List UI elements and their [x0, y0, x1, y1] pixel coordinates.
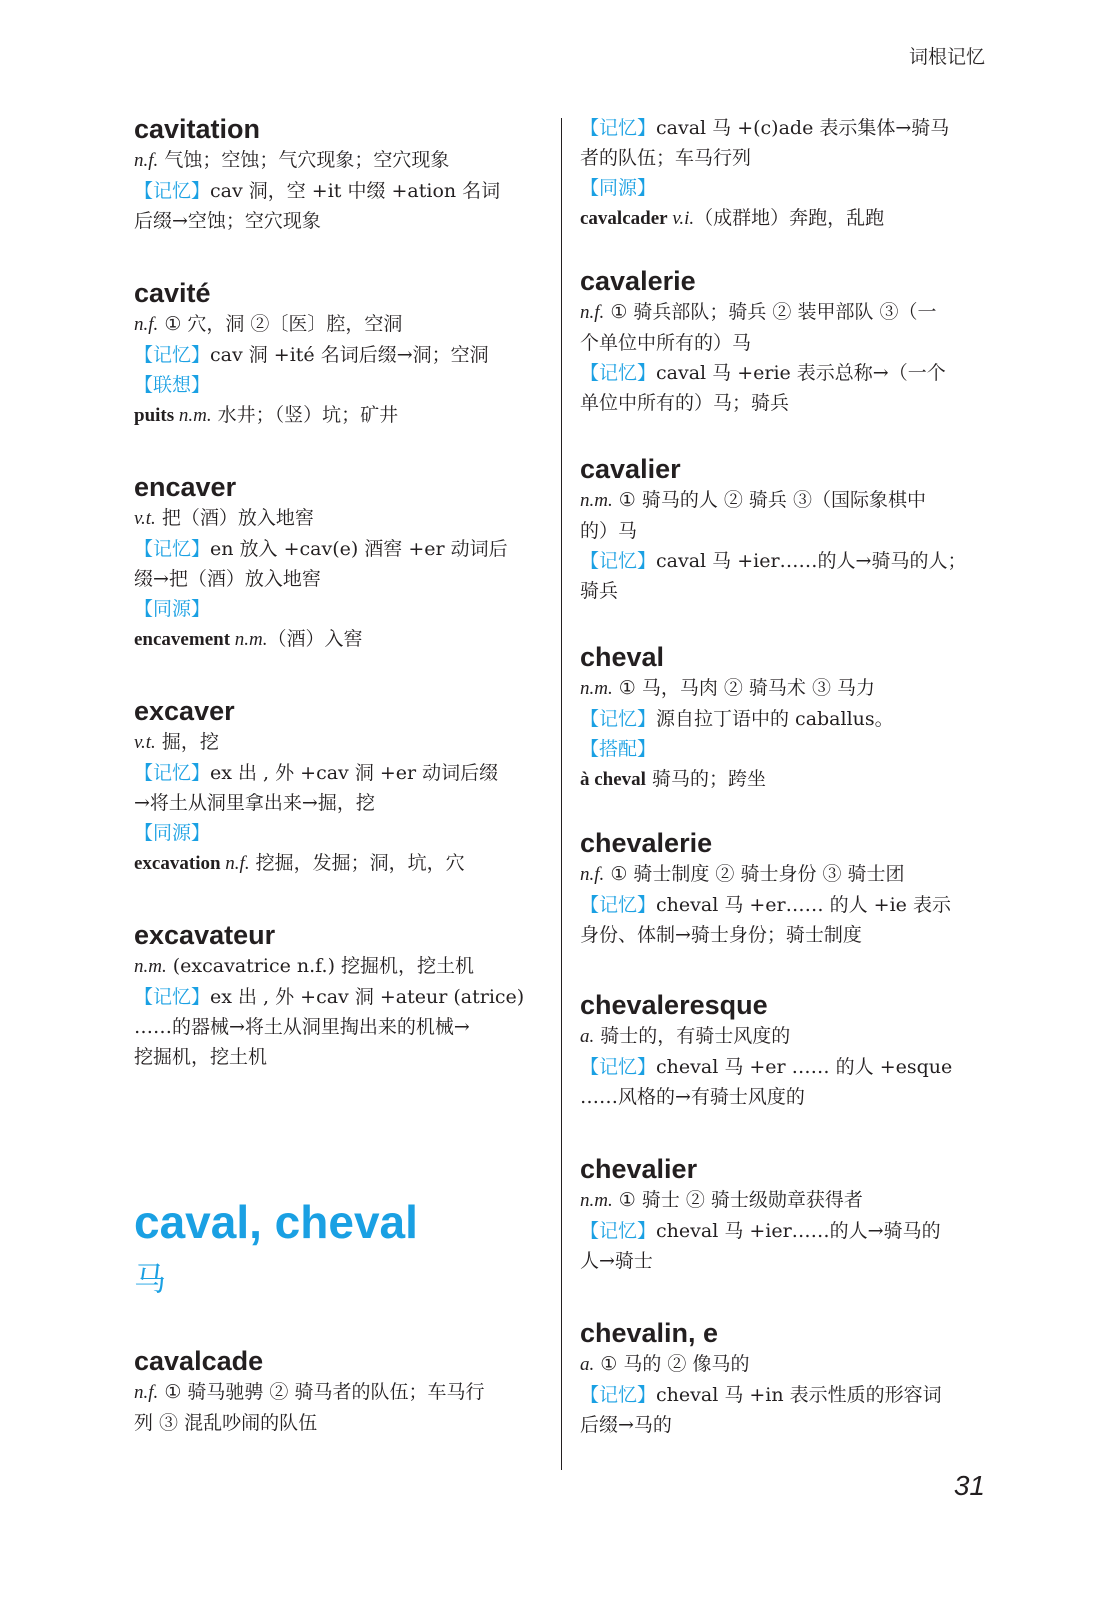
association-tag: 【联想】: [134, 374, 211, 396]
part-of-speech: n.m.: [580, 490, 613, 511]
memory-note: [580, 1052, 988, 1082]
definition: [580, 673, 988, 704]
definition-text: ① 骑马的人 ② 骑兵 ③（国际象棋中: [612, 489, 926, 511]
part-of-speech: n.f.: [134, 150, 159, 171]
memory-tag: 【记忆】: [580, 117, 657, 139]
memory-note: [580, 546, 988, 576]
headword: chevalin, e: [580, 1318, 719, 1348]
definition-text: 掘，挖: [155, 731, 219, 753]
memory-text: cheval 马 +er…… 的人 +ie 表示: [656, 894, 951, 916]
headword: chevalier: [580, 1154, 698, 1184]
related-word: [134, 624, 542, 655]
definition: [580, 1349, 988, 1380]
part-of-speech: n.m.: [134, 956, 167, 977]
related-word: [580, 203, 988, 234]
memory-note: [134, 982, 542, 1012]
memory-note-cont: 单位中所有的）马；骑兵: [580, 392, 790, 414]
related-text: 水井；（竖）坑；矿井: [211, 404, 399, 426]
definition: [580, 859, 988, 890]
memory-text: ex 出 , 外 +cav 洞 +er 动词后缀: [210, 762, 499, 784]
entry-cavitation: [134, 113, 542, 236]
part-of-speech: n.f.: [580, 302, 605, 323]
definition-text: ① 骑兵部队；骑兵 ② 装甲部队 ③（一: [604, 301, 937, 323]
headword: chevalerie: [580, 828, 713, 858]
entry-cavalerie: [580, 265, 988, 418]
memory-tag: 【记忆】: [134, 344, 211, 366]
part-of-speech: n.f.: [134, 314, 159, 335]
definition: [134, 727, 542, 758]
definition-cont: 的）马: [580, 520, 638, 542]
related-word: [134, 400, 542, 431]
memory-note-cont: 后缀→马的: [580, 1414, 672, 1436]
definition: [134, 951, 542, 982]
memory-note-cont: ……风格的→有骑士风度的: [580, 1086, 805, 1108]
headword: excaver: [134, 696, 235, 726]
headword: cavitation: [134, 114, 261, 144]
memory-tag: 【记忆】: [580, 550, 657, 572]
page-number: 31: [953, 1470, 985, 1501]
memory-note-cont: 身份、体制→骑士身份；骑士制度: [580, 924, 862, 946]
related-headword: cavalcader: [580, 208, 668, 229]
definition-cont: 列 ③ 混乱吵闹的队伍: [134, 1412, 318, 1434]
memory-tag: 【记忆】: [580, 894, 657, 916]
headword: cavité: [134, 278, 211, 308]
definition: [580, 297, 988, 328]
definition-text: ① 骑马驰骋 ② 骑马者的队伍；车马行: [158, 1381, 485, 1403]
memory-tag: 【记忆】: [134, 986, 211, 1008]
part-of-speech: n.m.: [580, 678, 613, 699]
memory-text: cheval 马 +er …… 的人 +esque: [656, 1056, 953, 1078]
memory-tag: 【记忆】: [580, 1220, 657, 1242]
definition-text: ① 穴，洞 ②〔医〕腔，空洞: [158, 313, 403, 335]
definition-text: ① 马的 ② 像马的: [594, 1353, 750, 1375]
headword: excavateur: [134, 920, 276, 950]
section-header: 词根记忆: [908, 46, 985, 68]
definition: [580, 1185, 988, 1216]
definition: [580, 1021, 988, 1052]
memory-text: caval 马 +ier……的人→骑马的人；: [656, 550, 967, 572]
definition-text: (excavatrice n.f.) 挖掘机，挖土机: [166, 955, 475, 977]
memory-text: cheval 马 +in 表示性质的形容词: [656, 1384, 942, 1406]
entry-cheval: [580, 641, 988, 795]
memory-note-cont: 缀→把（酒）放入地窖: [134, 568, 321, 590]
memory-note-cont: ……的器械→将土从洞里掏出来的机械→: [134, 1016, 470, 1038]
memory-tag: 【记忆】: [580, 1384, 657, 1406]
memory-note: [580, 890, 988, 920]
part-of-speech: v.i.: [667, 208, 695, 229]
related-word: [134, 848, 542, 879]
definition-text: ① 骑士制度 ② 骑士身份 ③ 骑士团: [604, 863, 905, 885]
related-text: （成群地）奔跑，乱跑: [694, 207, 885, 229]
related-text: 挖掘，发掘；洞，坑，穴: [249, 852, 465, 874]
definition: [134, 1377, 542, 1408]
related-headword: à cheval: [580, 769, 646, 790]
memory-text: ex 出 , 外 +cav 洞 +ateur (atrice): [210, 986, 525, 1008]
part-of-speech: n.f.: [134, 1382, 159, 1403]
memory-note: [134, 758, 542, 788]
cognate-tag: 【同源】: [580, 177, 657, 199]
memory-tag: 【记忆】: [134, 538, 211, 560]
definition: [134, 503, 542, 534]
memory-text: 源自拉丁语中的 caballus。: [656, 708, 894, 730]
entry-cavalier: [580, 453, 988, 606]
memory-tag: 【记忆】: [134, 762, 211, 784]
memory-tag: 【记忆】: [580, 708, 657, 730]
memory-text: cheval 马 +ier……的人→骑马的: [656, 1220, 941, 1242]
part-of-speech: v.t.: [134, 508, 156, 529]
memory-note: [580, 1380, 988, 1410]
memory-note-cont: 者的队伍；车马行列: [580, 147, 752, 169]
headword: cavalerie: [580, 266, 696, 296]
related-headword: puits: [134, 405, 175, 426]
part-of-speech: n.f.: [220, 853, 250, 874]
entry-cavalcade-cont: [580, 113, 988, 234]
part-of-speech: a.: [580, 1354, 595, 1375]
headword: cheval: [580, 642, 665, 672]
entry-chevalerie: [580, 827, 988, 950]
headword: cavalcade: [134, 1346, 264, 1376]
memory-note: [580, 1216, 988, 1246]
memory-note: [580, 704, 988, 734]
related-headword: encavement: [134, 629, 231, 650]
definition-text: ① 马，马肉 ② 骑马术 ③ 马力: [612, 677, 876, 699]
part-of-speech: n.m.: [580, 1190, 613, 1211]
part-of-speech: n.m.: [230, 629, 268, 650]
related-text: （酒）入窖: [267, 628, 363, 650]
headword: cavalier: [580, 454, 681, 484]
root-meaning: 马: [134, 1260, 167, 1298]
memory-note-cont: 人→骑士: [580, 1250, 653, 1272]
entry-excavateur: [134, 919, 542, 1072]
memory-note: [580, 358, 988, 388]
memory-tag: 【记忆】: [580, 1056, 657, 1078]
definition-text: 把（酒）放入地窖: [155, 507, 314, 529]
definition-text: ① 骑士 ② 骑士级勋章获得者: [612, 1189, 863, 1211]
definition: [134, 145, 542, 176]
entry-encaver: [134, 471, 542, 655]
memory-note-cont: →将土从洞里拿出来→掘，挖: [134, 792, 375, 814]
definition-cont: 个单位中所有的）马: [580, 332, 752, 354]
headword: chevaleresque: [580, 990, 768, 1020]
memory-note-cont: 挖掘机，挖土机: [134, 1046, 268, 1068]
collocation-tag: 【搭配】: [580, 738, 657, 760]
memory-text: cav 洞 +ité 名词后缀→洞；空洞: [210, 344, 489, 366]
part-of-speech: v.t.: [134, 732, 156, 753]
cognate-tag: 【同源】: [134, 822, 211, 844]
memory-text: caval 马 +erie 表示总称→（一个: [656, 362, 946, 384]
memory-note-cont: 骑兵: [580, 580, 619, 602]
part-of-speech: a.: [580, 1026, 595, 1047]
memory-note: [134, 340, 542, 370]
memory-text: cav 洞，空 +it 中缀 +ation 名词: [210, 180, 501, 202]
memory-note-cont: 后缀→空蚀；空穴现象: [134, 210, 321, 232]
part-of-speech: n.m.: [174, 405, 212, 426]
cognate-tag: 【同源】: [134, 598, 211, 620]
definition: [134, 309, 542, 340]
memory-tag: 【记忆】: [134, 180, 211, 202]
definition-text: 骑士的，有骑士风度的: [594, 1025, 791, 1047]
memory-note: [134, 176, 542, 206]
memory-text: caval 马 +(c)ade 表示集体→骑马: [656, 117, 950, 139]
entry-cavalcade: [134, 1345, 542, 1438]
related-word: [580, 764, 988, 795]
root-heading: caval, cheval: [134, 1196, 418, 1248]
entry-chevalin: [580, 1317, 988, 1440]
memory-tag: 【记忆】: [580, 362, 657, 384]
definition: [580, 485, 988, 516]
memory-note: [134, 534, 542, 564]
memory-note: [580, 113, 988, 143]
headword: encaver: [134, 472, 237, 502]
memory-text: en 放入 +cav(e) 酒窖 +er 动词后: [210, 538, 508, 560]
entry-chevaleresque: [580, 989, 988, 1112]
definition-text: 气蚀；空蚀；气穴现象；空穴现象: [158, 149, 450, 171]
related-text: 骑马的；跨坐: [645, 768, 767, 790]
entry-chevalier: [580, 1153, 988, 1276]
entry-excaver: [134, 695, 542, 879]
entry-cavite: [134, 277, 542, 431]
column-divider: [561, 118, 562, 1470]
related-headword: excavation: [134, 853, 221, 874]
part-of-speech: n.f.: [580, 864, 605, 885]
